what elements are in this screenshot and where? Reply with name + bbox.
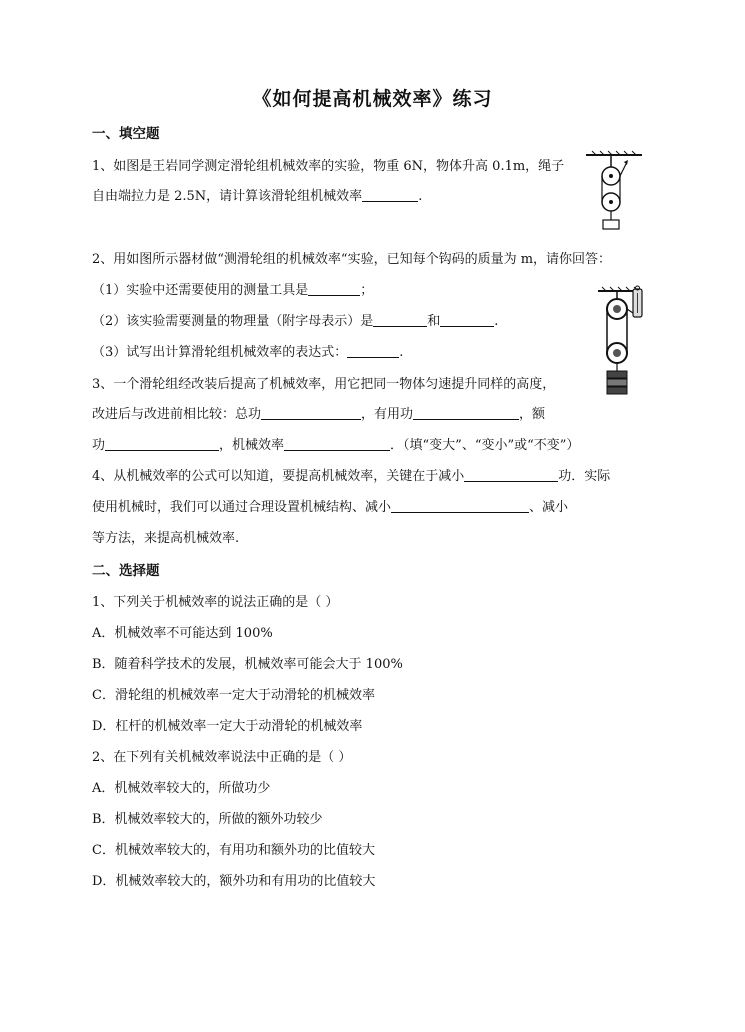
q1-end: . — [418, 189, 423, 204]
q2-part1-text: （1）实验中还需要使用的测量工具是 — [92, 283, 309, 298]
answer-blank[interactable] — [391, 498, 529, 513]
mc2-option-d[interactable]: D．机械效率较大的，额外功和有用功的比值较大 — [92, 874, 376, 889]
q2-part2-mid: 和 — [427, 314, 441, 329]
answer-blank[interactable] — [105, 436, 219, 451]
mc2-option-c[interactable]: C．机械效率较大的，有用功和额外功的比值较大 — [92, 843, 375, 858]
q2-part1-end: ； — [360, 283, 374, 298]
q2-part2-text: （2）该实验需要测量的物理量（附字母表示）是 — [92, 314, 374, 329]
q4-line3: 等方法，来提高机械效率. — [92, 531, 240, 546]
section-heading-fill-blank: 一、填空题 — [92, 126, 160, 142]
answer-blank[interactable] — [413, 405, 519, 420]
answer-blank[interactable] — [261, 405, 361, 420]
q4-line1 — [92, 467, 610, 487]
q3-line3 — [92, 436, 579, 456]
q2-intro: 2、用如图所示器材做“测滑轮组的机械效率“实验，已知每个钩码的质量为 m，请你回答： — [92, 252, 612, 267]
mc1-option-a[interactable]: A．机械效率不可能达到 100% — [92, 626, 273, 641]
q4-line2 — [92, 498, 568, 518]
q1-line2 — [92, 187, 422, 207]
q1-text: 自由端拉力是 2.5N，请计算该滑轮组机械效率 — [92, 189, 363, 204]
q3-text5: ，机械效率 — [219, 438, 285, 453]
q3-text4: 功 — [92, 438, 106, 453]
q3-text3: ，额 — [519, 407, 546, 422]
mc2-option-b[interactable]: B．机械效率较大的，所做的额外功较少 — [92, 812, 323, 827]
q4-text4: 、减小 — [529, 500, 569, 515]
answer-blank[interactable] — [373, 312, 427, 327]
mc1-option-b[interactable]: B．随着科学技术的发展，机械效率可能会大于 100% — [92, 657, 403, 672]
answer-blank[interactable] — [362, 187, 418, 202]
q4-text: 4、从机械效率的公式可以知道，要提高机械效率，关键在于减小 — [92, 469, 465, 484]
pulley-figure-2 — [596, 285, 658, 405]
answer-blank[interactable] — [308, 281, 360, 296]
q4-text2: 功．实际 — [558, 469, 611, 484]
mc1-stem: 1、下列关于机械效率的说法正确的是（ ） — [92, 595, 339, 610]
q3-line1: 3、一个滑轮组经改装后提高了机械效率，用它把同一物体匀速提升同样的高度， — [92, 377, 556, 392]
q1-line1: 1、如图是王岩同学测定滑轮组机械效率的实验，物重 6N，物体升高 0.1m，绳子 — [92, 159, 565, 174]
q2-part2-end: . — [494, 314, 499, 329]
q3-line2 — [92, 405, 545, 425]
section-heading-multiple-choice: 二、选择题 — [92, 563, 160, 579]
q2-part3-end: . — [399, 345, 404, 360]
q2-part3-text: （3）试写出计算滑轮组机械效率的表达式： — [92, 345, 348, 360]
q3-text: 改进后与改进前相比较：总功 — [92, 407, 262, 422]
answer-blank[interactable] — [440, 312, 494, 327]
mc1-option-d[interactable]: D．杠杆的机械效率一定大于动滑轮的机械效率 — [92, 719, 363, 734]
mc2-option-a[interactable]: A．机械效率较大的，所做功少 — [92, 781, 271, 796]
mc1-option-c[interactable]: C．滑轮组的机械效率一定大于动滑轮的机械效率 — [92, 688, 375, 703]
answer-blank[interactable] — [284, 436, 390, 451]
q4-text3: 使用机械时，我们可以通过合理设置机械结构、减小 — [92, 500, 392, 515]
q2-part3 — [92, 343, 403, 363]
answer-blank[interactable] — [347, 343, 399, 358]
q3-text2: ，有用功 — [361, 407, 414, 422]
q3-text6: ．（填“变大”、“变小”或“不变”） — [390, 438, 580, 453]
answer-blank[interactable] — [464, 467, 558, 482]
q2-part1 — [92, 281, 373, 301]
mc2-stem: 2、在下列有关机械效率说法中正确的是（ ） — [92, 750, 352, 765]
page-title: 《如何提高机械效率》练习 — [252, 88, 493, 110]
q2-part2 — [92, 312, 498, 332]
pulley-figure-1 — [584, 150, 644, 235]
